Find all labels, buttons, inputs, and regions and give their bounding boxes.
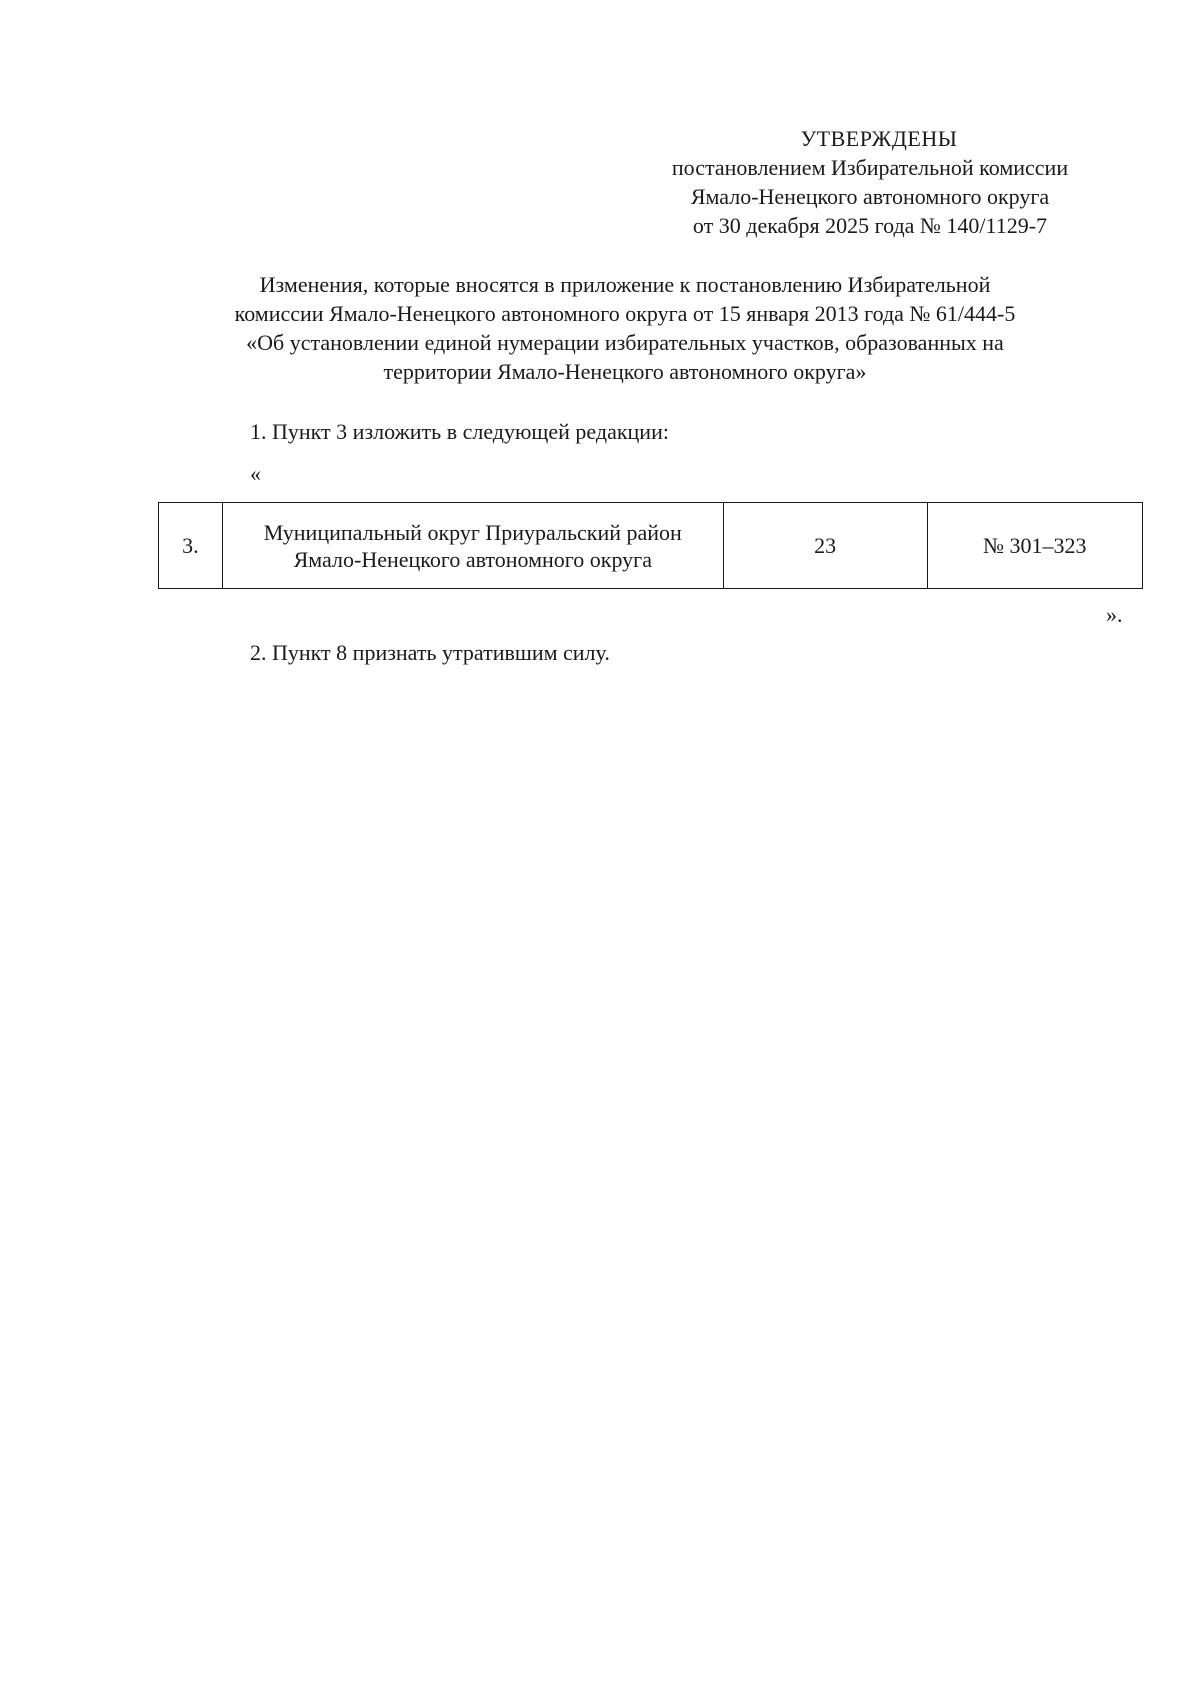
table-row <box>159 503 1143 589</box>
quote-open: « <box>250 461 261 486</box>
document-heading <box>160 270 1090 386</box>
quote-close: ». <box>1106 602 1123 627</box>
row-number-cell: 3. <box>159 503 223 589</box>
heading-line-4: территории Ямало-Ненецкого автономного округа» <box>383 359 867 384</box>
polling-stations-table <box>158 502 1143 589</box>
row-count-cell: 23 <box>723 503 927 589</box>
approval-line-3: от 30 декабря 2025 года № 140/1129-7 <box>692 213 1048 238</box>
approval-line-1: постановлением Избирательной комиссии <box>671 155 1069 180</box>
approval-title: УТВЕРЖДЕНЫ <box>800 126 958 151</box>
row-name-cell: Муниципальный округ Приуральский район Ямало-Ненецкого автономного округа <box>222 503 723 589</box>
row-range-cell: № 301–323 <box>927 503 1143 589</box>
item-1-text: 1. Пункт 3 изложить в следующей редакции: <box>250 419 669 444</box>
heading-line-1: Изменения, которые вносятся в приложение к постановлению Избирательной <box>259 272 991 297</box>
heading-line-2: комиссии Ямало-Ненецкого автономного округа от 15 января 2013 года № 61/444-5 <box>234 301 1016 326</box>
approval-block <box>620 124 1120 240</box>
item-2-text: 2. Пункт 8 признать утратившим силу. <box>250 640 610 665</box>
heading-line-3: «Об установлении единой нумерации избирательных участков, образованных на <box>246 330 1004 355</box>
approval-line-2: Ямало-Ненецкого автономного округа <box>690 184 1050 209</box>
